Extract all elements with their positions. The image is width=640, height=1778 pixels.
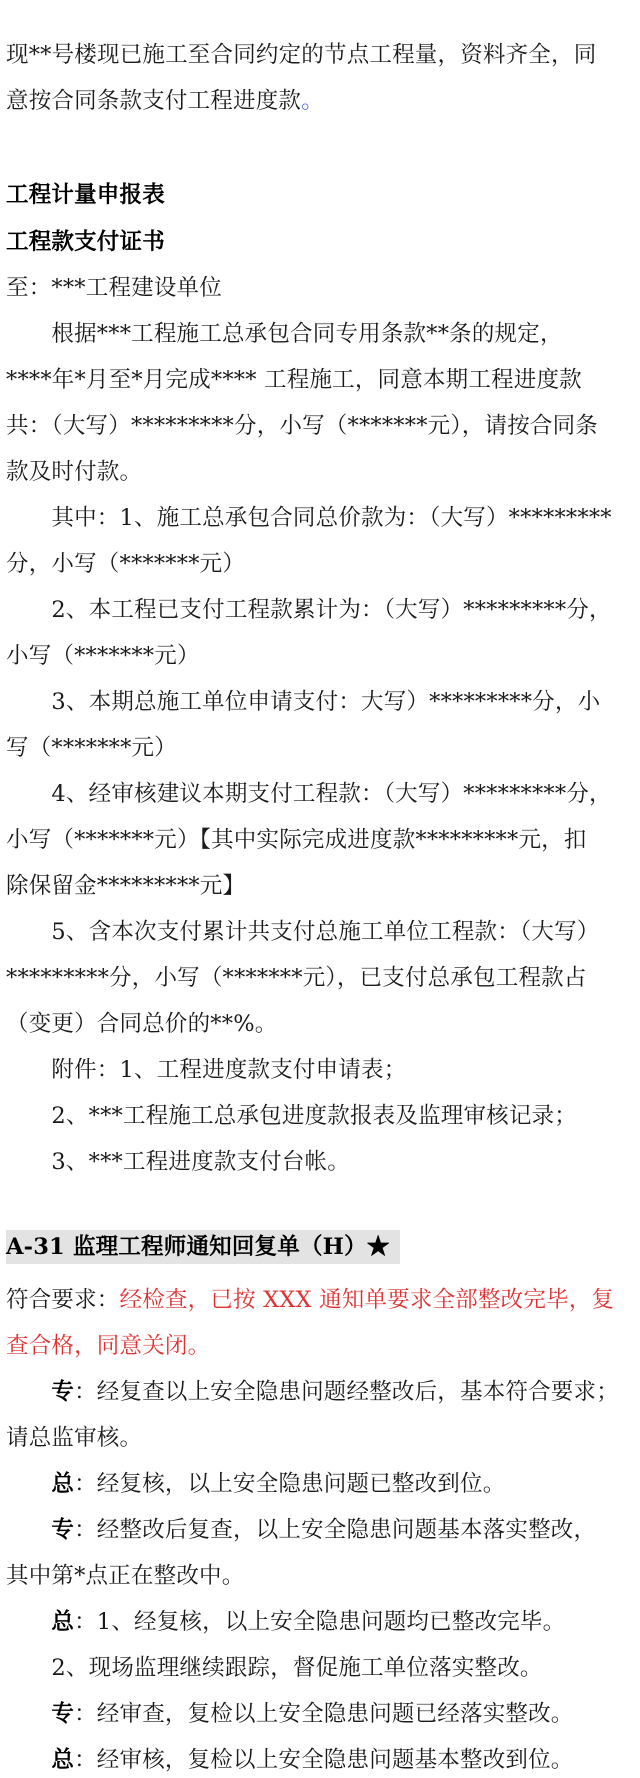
entry-line-5: 其中第*点正在整改中。 [6,1563,245,1589]
entry-label-specialist: 专 [51,1517,75,1543]
entry-text: ：经复查以上安全隐患问题经整改后，基本符合要求； [74,1379,619,1405]
entry-text: ：经复核，以上安全隐患问题已整改到位。 [74,1471,506,1497]
entry-label-chief: 总 [51,1747,75,1773]
item-line-11: *********分，小写（*******元），已支付总承包工程款占 [6,965,587,991]
requirement-label: 符合要求： [6,1287,120,1313]
entry-line-4 [6,1515,634,1545]
intro-line-2 [6,86,634,116]
title-payment-certificate: 工程款支付证书 [6,229,165,255]
entry-text: ：经审核，复检以上安全隐患问题基本整改到位。 [74,1747,574,1773]
entry-text: ：经审查，复检以上安全隐患问题已经落实整改。 [74,1701,574,1727]
intro-line-2-period: 。 [301,88,324,114]
entry-line-2: 请总监审核。 [6,1425,143,1451]
item-line-12: （变更）合同总价的**%。 [6,1011,278,1037]
requirement-line-2: 查合格，同意关闭。 [6,1333,211,1359]
entry-text: ：1、经复核，以上安全隐患问题均已整改完毕。 [74,1609,566,1635]
entry-label-chief: 总 [51,1471,75,1497]
requirement-line-1 [6,1285,634,1315]
attachment-line-1: 附件：1、工程进度款支付申请表； [6,1057,407,1083]
entry-line-7: 2、现场监理继续跟踪，督促施工单位落实整改。 [6,1655,543,1681]
star-icon: ★ [366,1234,390,1260]
entry-label-specialist: 专 [51,1701,75,1727]
item-line-4: 小写（*******元） [6,643,200,669]
entry-line-1 [6,1377,634,1407]
entry-line-6 [6,1607,634,1637]
item-line-7: 4、经审核建议本期支付工程款：（大写）*********分， [6,781,612,807]
requirement-red-text-1: 经检查，已按 XXX 通知单要求全部整改完毕，复 [119,1287,615,1313]
item-line-6: 写（*******元） [6,735,177,761]
entry-line-8 [6,1699,634,1729]
para1-line-4: 款及时付款。 [6,459,143,485]
item-line-3: 2、本工程已支付工程款累计为：（大写）*********分， [6,597,612,623]
entry-label-specialist: 专 [51,1379,75,1405]
section-heading-text: A-31 监理工程师通知回复单（H） [6,1234,367,1260]
item-line-9: 除保留金*********元】 [6,873,246,899]
para1-line-1: 根据***工程施工总承包合同专用条款**条的规定， [6,321,563,347]
recipient-line: 至：***工程建设单位 [6,275,222,301]
item-line-10: 5、含本次支付累计共支付总施工单位工程款：（大写） [6,919,600,945]
intro-line-2-text: 意按合同条款支付工程进度款 [6,88,302,114]
attachment-line-2: 2、***工程施工总承包进度款报表及监理审核记录； [6,1103,577,1129]
entry-text: ：经整改后复查，以上安全隐患问题基本落实整改， [74,1517,597,1543]
section-heading-a31 [6,1230,634,1264]
para1-line-2: ****年*月至*月完成**** 工程施工，同意本期工程进度款 [6,367,582,393]
attachment-line-3: 3、***工程进度款支付台帐。 [6,1149,350,1175]
entry-label-chief: 总 [51,1609,75,1635]
title-measurement-report: 工程计量申报表 [6,182,165,208]
intro-line-1: 现**号楼现已施工至合同约定的节点工程量，资料齐全，同 [6,42,597,68]
section-heading-highlight [6,1230,400,1264]
para1-line-3: 共：（大写）*********分，小写（*******元），请按合同条 [6,413,599,439]
entry-line-3 [6,1469,634,1499]
item-line-8: 小写（*******元）【其中实际完成进度款*********元，扣 [6,827,587,853]
item-line-1: 其中：1、施工总承包合同总价款为：（大写）********* [6,505,612,531]
item-line-5: 3、本期总施工单位申请支付：大写）*********分，小 [6,689,601,715]
item-line-2: 分，小写（*******元） [6,551,246,577]
entry-line-9 [6,1745,634,1775]
